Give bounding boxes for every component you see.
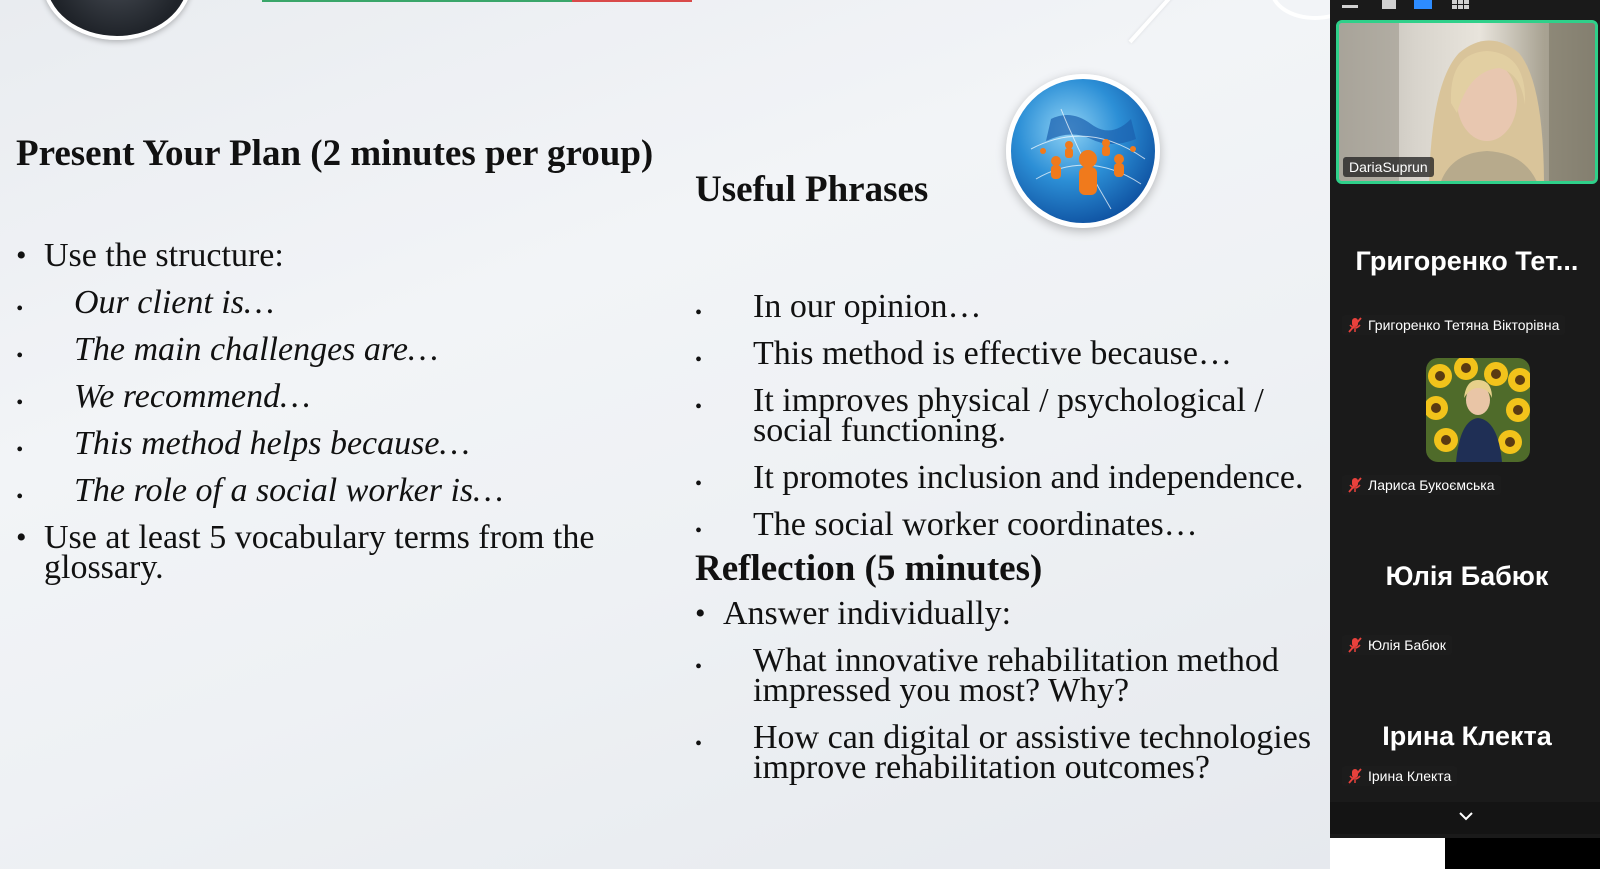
view-toolbar (1330, 0, 1600, 16)
useful-phrases-heading: Useful Phrases (695, 169, 929, 210)
slide-decor-line-red (572, 0, 692, 2)
list-item: • Answer individually: (695, 595, 1012, 632)
participant-tile[interactable] (1336, 190, 1598, 350)
slide-connector-line (1129, 0, 1232, 43)
window-bottom-strip (1445, 838, 1600, 869)
list-item: • Use at least 5 vocabulary terms from the glossary. (16, 519, 595, 586)
useful-phrases-list (695, 288, 1330, 543)
list-item: • This method is effective because… (695, 339, 1330, 369)
bullet-icon: • (16, 239, 27, 272)
mic-muted-icon (1348, 637, 1362, 653)
list-item: • Our client is… (16, 288, 666, 318)
speaker-name-tag: DariaSuprun (1343, 157, 1434, 177)
slide-right-column (695, 170, 1330, 800)
participant-display-name: Ірина Клекта (1382, 721, 1552, 751)
list-item: • It improves physical / psychological / social functioning. (695, 382, 1264, 449)
bullet-icon: • (16, 298, 24, 320)
participant-tile[interactable] (1336, 510, 1598, 670)
plan-heading: Present Your Plan (2 minutes per group) (16, 133, 654, 174)
reflection-heading: Reflection (5 minutes) (695, 548, 1043, 589)
single-view-icon[interactable] (1382, 0, 1396, 9)
list-item: • The main challenges are… (16, 335, 666, 365)
mic-muted-icon (1348, 317, 1362, 333)
list-item: • How can digital or assistive technologies improve rehabilitation outcomes? (695, 719, 1312, 786)
bullet-icon: • (695, 473, 703, 495)
bullet-icon: • (695, 520, 703, 542)
bullet-icon: • (695, 597, 706, 630)
plan-structure-list (16, 237, 666, 586)
participant-tile[interactable] (1336, 350, 1598, 510)
list-item: • The social worker coordinates… (695, 510, 1330, 540)
bullet-icon: • (695, 733, 703, 755)
bullet-icon: • (695, 656, 703, 678)
slide-decor-line-green (262, 0, 572, 2)
list-item: • The role of a social worker is… (16, 476, 666, 506)
list-item: • What innovative rehabilitation method impressed you most? Why? (695, 642, 1279, 709)
chevron-down-icon (1458, 810, 1474, 822)
bullet-icon: • (16, 439, 24, 461)
participants-sidebar (1330, 0, 1600, 838)
participant-avatar (1426, 358, 1530, 462)
list-item: • Use the structure: (16, 237, 284, 274)
list-item: • We recommend… (16, 382, 666, 412)
active-speaker-video[interactable] (1336, 20, 1598, 184)
minimize-icon[interactable] (1342, 5, 1358, 8)
list-item: • This method helps because… (16, 429, 666, 459)
participant-display-name: Григоренко Тет... (1355, 246, 1579, 276)
bullet-icon: • (16, 521, 27, 554)
scroll-down-button[interactable] (1330, 802, 1600, 834)
reflection-list (695, 595, 1330, 786)
participant-name-tag: Юлія Бабюк (1342, 635, 1452, 655)
list-item: • It promotes inclusion and independence. (695, 463, 1330, 493)
participant-name-tag: Григоренко Тетяна Вікторівна (1342, 315, 1565, 335)
speaker-view-icon[interactable] (1414, 0, 1432, 9)
slide-presenter-photo (42, 0, 192, 40)
bullet-icon: • (16, 345, 24, 367)
participant-name-tag: Ірина Клекта (1342, 766, 1457, 786)
bullet-icon: • (16, 392, 24, 414)
bullet-icon: • (16, 486, 24, 508)
mic-muted-icon (1348, 768, 1362, 784)
list-item: • In our opinion… (695, 292, 1330, 322)
bullet-icon: • (695, 349, 703, 371)
bullet-icon: • (695, 396, 703, 418)
participant-display-name: Юлія Бабюк (1385, 561, 1549, 591)
slide-decor-circle (1270, 0, 1330, 20)
slide-left-column (16, 135, 666, 600)
mic-muted-icon (1348, 477, 1362, 493)
bullet-icon: • (695, 302, 703, 324)
gallery-view-icon[interactable] (1452, 0, 1470, 10)
participant-name-tag: Лариса Букоємська (1342, 475, 1501, 495)
